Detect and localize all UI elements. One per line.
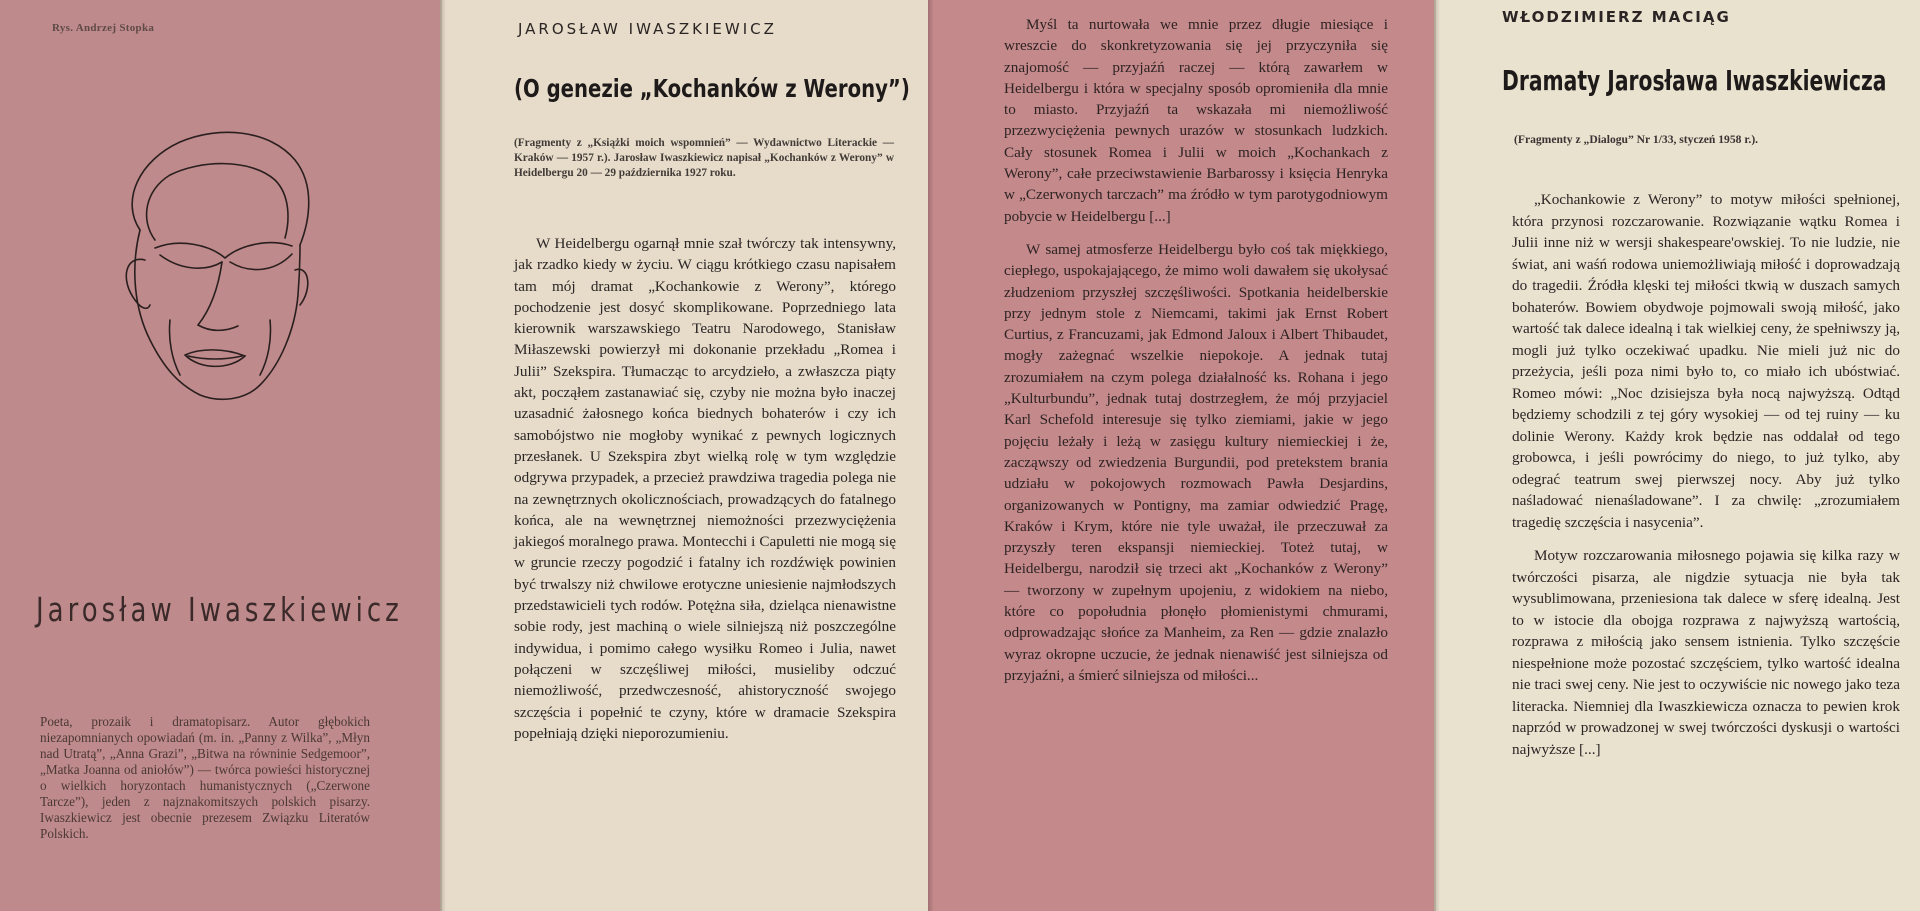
article-title: Dramaty Jarosława Iwaszkiewicza <box>1502 66 1887 98</box>
panel-article-dramas <box>1434 0 1920 911</box>
body-paragraph: Motyw rozczarowania miłosnego pojawia się kilka razy w twórczości pisarza, ale nigdzie sytuacja nie była tak wysublimowana, przeniesiona tak dalece w sferę idealną. Jest to w istocie dla obojga rozprawa z najwyższą wartością, rozprawa z miłością jako sensem istnienia. Tylko szczęście niespełnione może pozostać szczęściem, tylko wartość idealna nie traci swej ceny. Nie jest to oczywiście nic nowego jako teza literacka. Niemniej dla Iwaszkiewicza oznacza to pewien krok naprzód w prowadzonej w swej twórczości dyskusji o wartości najwyższe [...] <box>1512 547 1900 758</box>
article-body <box>1512 189 1900 772</box>
body-paragraph: W samej atmosferze Heidelbergu było coś tak miękkiego, ciepłego, uspokajającego, że mimo woli dawałem się ukołysać złudzeniom przyszłej szczęśliwości. Spotkania heidelberskie przy jednym stole z Niemcami, takimi jak Ernst Robert Curtius, z Francuzami, jak Edmond Jaloux i Albert Thibaudet, mogły zażegnać wszelkie niepokoje. A jednak tutaj zrozumiałem na czym polega działalność ks. Rohana i jego „Kulturbundu”, jednak tutaj dostrzegłem, że mój przyjaciel Karl Schefold interesuje się tylko ziemiami, jakie w jego pojęciu leżały i leżą w zasięgu kultury niemieckiej i że, zacząwszy od zwiedzenia Burgundii, pod pretekstem brania udziału w pokojowych rozmowach Pawła Desjardins, organizowanych w Pontigny, ma zamiar odwiedzić Pragę, Kraków i Krym, które nie tyle uważał, ile przeczuwał za przyszły teren ekspansji niemieckiej. Toteż tutaj, w Heidelbergu, narodził się trzeci akt „Kochanków z Werony” — tworzony w zupełnym upojeniu, z widokiem na niebo, które co popołudnia płonęło płomienistymi chmurami, odprowadzając słońce za Manheim, za Ren — gdzie znalazło wyraz okropne uczucie, że jednak nienawiść jest silniejsza od przyjaźni, a śmierć silniejsza od miłości... <box>1004 240 1388 684</box>
author-name-heading: Jarosław Iwaszkiewicz <box>36 592 403 630</box>
source-note: (Fragmenty z „Dialogu” Nr 1/33, styczeń 1958 r.). <box>1514 133 1759 146</box>
article-author: JAROSŁAW IWASZKIEWICZ <box>518 20 777 38</box>
panel-article-continued <box>928 0 1434 911</box>
source-note: (Fragmenty z „Książki moich wspomnień” — Wydawnictwo Literackie — Kraków — 1957 r.). Jarosław Iwaszkiewicz napisał „Kochanków z Werony” w Heidelbergu 20 — 29 października 1927 roku. <box>514 137 894 179</box>
article-title: (O genezie „Kochanków z Werony”) <box>514 74 910 104</box>
illustration-credit: Rys. Andrzej Stopka <box>52 22 155 34</box>
page-fold-shadow <box>928 0 934 911</box>
article-body <box>514 233 896 744</box>
page-fold-shadow <box>440 0 446 911</box>
page-fold-shadow <box>1434 0 1440 911</box>
body-paragraph: „Kochankowie z Werony” to motyw miłości spełnionej, która przynosi rozczarowanie. Rozwiązanie wątku Romea i Julii inne niż w wersji shakespeare'owskiej. To nie ludzie, nie świat, ani waśń rodowa uniemożliwiają miłość i doprowadzają do tragedii. Źródła klęski tej miłości tkwią w duszach samych bohaterów. Bowiem obydwoje pojmowali swoją miłość, jako wartość tak dalece idealną i tak wielkiej ceny, że spełniwszy ją, mogli już tylko oczekiwać upadku. Nie mieli już nic do przeżycia, jeśli poza nimi było to, co miało ich ubóstwiać. Romeo mówi: „Noc dzisiejsza była nocą najwyższą. Odtąd będziemy schodzili z tej góry wysokiej — od tej ruiny — ku dolinie Werony. Każdy krok będzie nas oddalał od tego grobowca, i jeśli powrócimy do niego, to już tylko, aby odegrać teatrum swej pierwszej nocy. Aby już tylko naśladować nienaśladowane”. I za chwilę: „zrozumiałem tragedię szczęścia i nasycenia”. <box>1512 191 1900 531</box>
article-author: WŁODZIMIERZ MACIĄG <box>1502 8 1731 26</box>
panel-article-genesis <box>440 0 928 911</box>
author-bio: Poeta, prozaik i dramatopisarz. Autor głębokich niezapomnianych opowiadań (m. in. „Panny z Wilka”, „Młyn nad Utratą”, „Anna Grazi”, „Bitwa na równinie Sedgemoor”, „Matka Joanna od aniołów”) — twórca powieści historycznej o wielkich horyzontach humanistycznych („Czerwone Tarcze”), jeden z najznakomitszych polskich pisarzy. Iwaszkiewicz jest obecnie prezesem Związku Literatów Polskich. <box>40 714 370 841</box>
body-paragraph: W Heidelbergu ogarnął mnie szał twórczy tak intensywny, jak rzadko kiedy w życiu. W ciągu krótkiego czasu napisałem tam mój dramat „Kochankowie z Werony”, którego pochodzenie jest dosyć skomplikowane. Poprzedniego lata kierownik warszawskiego Teatru Narodowego, Stanisław Miłaszewski powierzył mi dokonanie przekładu „Romea i Julii” Szekspira. Tłumacząc to arcydzieło, a zwłaszcza piąty akt, począłem zastanawiać się, czyby nie można było inaczej uzasadnić żałosnego końca biednych bohaterów i czy ich samobójstwo nie mogłoby wynikać z pewnych logicznych przesłanek. U Szekspira zbyt wielką rolę w tym względzie odgrywa przypadek, a przecież prawdziwa tragedia polega nie na zewnętrznych okolicznościach, prowadzących do fatalnego końca, ale na wewnętrznej niemożności przezwyciężenia jakiegoś moralnego prawa. Montecchi i Capuletti nie mogą się w gruncie rzeczy pogodzić i fatalny ich rozdźwięk powinien być trwalszy niż chwilowe erotyczne uniesienie najmłodszych przedstawicieli tych rodów. Potężna siła, dzieląca nienawistne sobie rody, jest machiną o wiele silniejszą niż poszczególne indywidua, i pomimo całego wysiłku Romeo i Julia, nawet połączeni w szczęśliwej miłości, musieliby odczuć niemożliwość, przedwczesność, ahistoryczność swojego szczęścia i popełnić te czyny, które w dramacie Szekspira popełniają dzięki nieporozumieniu. <box>514 235 896 742</box>
article-continuation <box>1004 14 1388 698</box>
panel-portrait <box>0 0 440 911</box>
portrait-drawing <box>100 120 330 470</box>
body-paragraph: Myśl ta nurtowała we mnie przez długie miesiące i wreszcie do skonkretyzowania się jej przyczyniła się znajomość — przyjaźń raczej — którą zawarłem w Heidelbergu i która w specjalny sposób opromieniła dla mnie to miasto. Przyjaźń ta wskazała mi niemożliwość przezwyciężenia pewnych urazów w stosunkach ludzkich. Cały stosunek Romea i Julii w moich „Kochankach z Werony”, całe przeciwstawienie Barbarossy i księcia Henryka w „Czerwonych tarczach” ma źródło w tym parotygodniowym pobycie w Heidelbergu [...] <box>1004 16 1388 225</box>
